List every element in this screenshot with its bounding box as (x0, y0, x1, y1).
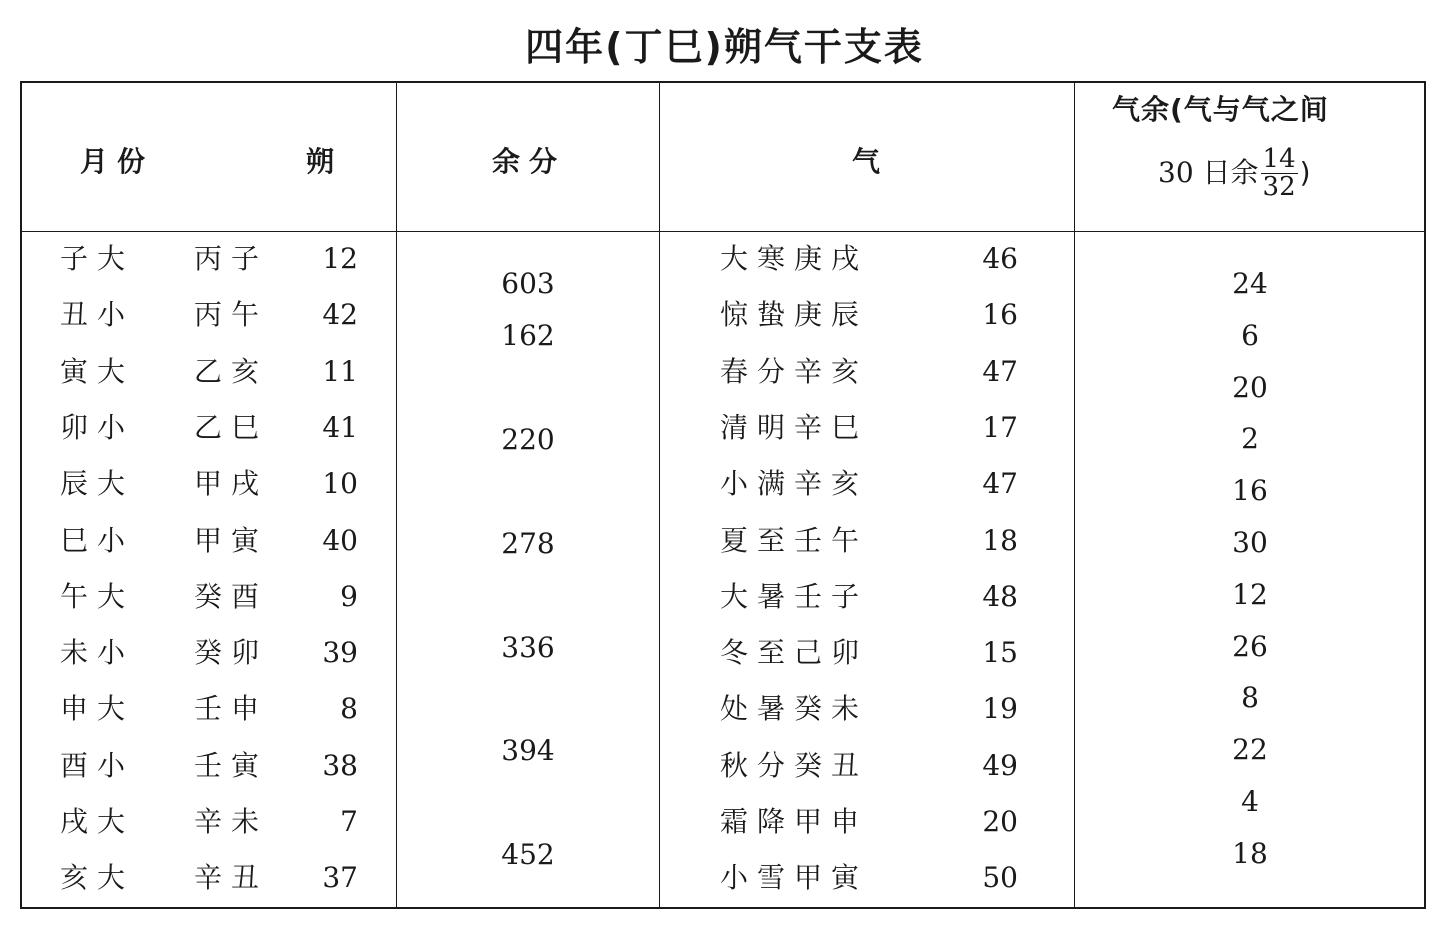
shuo-number-cell: 41 (322, 411, 358, 444)
yufen-cell: 394 (501, 734, 555, 767)
shuo-ganzhi-cell: 甲寅 (194, 524, 269, 557)
qi-ganzhi-cell: 霜降甲申 (720, 805, 869, 838)
month-cell: 戌大 (60, 805, 135, 838)
month-cell: 辰大 (60, 467, 135, 500)
qi-number-cell: 18 (982, 524, 1018, 557)
header-qiyu-line2 (1158, 146, 1311, 202)
header-month: 月份 (80, 145, 155, 178)
qi-number-cell: 46 (982, 242, 1018, 275)
shuo-ganzhi-cell: 辛未 (194, 805, 269, 838)
qi-number-cell: 50 (982, 861, 1018, 894)
shuo-number-cell: 39 (322, 636, 358, 669)
month-cell: 酉小 (60, 749, 135, 782)
header-qiyu-line1: 气余(气与气之间 (1112, 93, 1329, 126)
fraction-denominator: 32 (1262, 172, 1296, 203)
header-qiyu-suffix: ) (1299, 155, 1311, 189)
header-qiyu-fraction (1261, 146, 1298, 202)
qiyu-cell: 16 (1232, 474, 1268, 507)
shuo-number-cell: 42 (322, 298, 358, 331)
yufen-cell: 603 (501, 267, 555, 300)
header-shuo: 朔 (306, 145, 335, 178)
month-cell: 亥大 (60, 861, 135, 894)
shuo-ganzhi-cell: 壬申 (194, 692, 269, 725)
qi-number-cell: 47 (982, 355, 1018, 388)
qiyu-cell: 4 (1241, 785, 1259, 818)
month-cell: 未小 (60, 636, 135, 669)
yufen-cell: 220 (501, 423, 555, 456)
yufen-cell: 162 (501, 319, 555, 352)
qi-ganzhi-cell: 小雪甲寅 (720, 861, 869, 894)
qi-ganzhi-cell: 小满辛亥 (720, 467, 869, 500)
month-cell: 寅大 (60, 355, 135, 388)
month-cell: 卯小 (60, 411, 135, 444)
month-cell: 巳小 (60, 524, 135, 557)
qiyu-cell: 18 (1232, 837, 1268, 870)
shuo-ganzhi-cell: 乙亥 (194, 355, 269, 388)
column-divider-1 (396, 81, 397, 909)
qi-ganzhi-cell: 惊蛰庚辰 (720, 298, 869, 331)
shuo-number-cell: 8 (340, 692, 358, 725)
shuo-ganzhi-cell: 丙午 (194, 298, 269, 331)
qi-number-cell: 49 (982, 749, 1018, 782)
qiyu-cell: 30 (1232, 526, 1268, 559)
shuo-number-cell: 37 (322, 861, 358, 894)
column-divider-3 (1074, 81, 1075, 909)
qi-ganzhi-cell: 清明辛巳 (720, 411, 869, 444)
shuo-ganzhi-cell: 丙子 (194, 242, 269, 275)
qiyu-cell: 26 (1232, 630, 1268, 663)
qiyu-cell: 2 (1241, 422, 1259, 455)
month-cell: 子大 (60, 242, 135, 275)
shuo-ganzhi-cell: 乙巳 (194, 411, 269, 444)
shuo-number-cell: 11 (322, 355, 358, 388)
qi-ganzhi-cell: 冬至己卯 (720, 636, 869, 669)
header-divider (20, 231, 1426, 232)
shuo-number-cell: 10 (322, 467, 358, 500)
month-cell: 午大 (60, 580, 135, 613)
qi-ganzhi-cell: 大暑壬子 (720, 580, 869, 613)
shuo-number-cell: 40 (322, 524, 358, 557)
yufen-cell: 278 (501, 527, 555, 560)
qiyu-cell: 8 (1241, 681, 1259, 714)
month-cell: 申大 (60, 692, 135, 725)
qi-number-cell: 48 (982, 580, 1018, 613)
qi-ganzhi-cell: 春分辛亥 (720, 355, 869, 388)
qiyu-cell: 12 (1232, 578, 1268, 611)
shuo-ganzhi-cell: 癸酉 (194, 580, 269, 613)
qi-number-cell: 47 (982, 467, 1018, 500)
qi-ganzhi-cell: 大寒庚戌 (720, 242, 869, 275)
qi-number-cell: 17 (982, 411, 1018, 444)
fraction-numerator: 14 (1262, 144, 1296, 174)
qiyu-cell: 6 (1241, 319, 1259, 352)
qiyu-cell: 20 (1232, 371, 1268, 404)
month-cell: 丑小 (60, 298, 135, 331)
qi-ganzhi-cell: 秋分癸丑 (720, 749, 869, 782)
shuo-ganzhi-cell: 甲戌 (194, 467, 269, 500)
shuo-ganzhi-cell: 癸卯 (194, 636, 269, 669)
header-yufen: 余分 (492, 145, 567, 178)
qi-number-cell: 20 (982, 805, 1018, 838)
column-divider-2 (659, 81, 660, 909)
qi-number-cell: 19 (982, 692, 1018, 725)
shuo-number-cell: 9 (340, 580, 358, 613)
qi-number-cell: 15 (982, 636, 1018, 669)
qi-number-cell: 16 (982, 298, 1018, 331)
qiyu-cell: 24 (1232, 267, 1268, 300)
shuo-ganzhi-cell: 辛丑 (194, 861, 269, 894)
yufen-cell: 336 (501, 631, 555, 664)
shuo-ganzhi-cell: 壬寅 (194, 749, 269, 782)
qi-ganzhi-cell: 夏至壬午 (720, 524, 869, 557)
shuo-number-cell: 7 (340, 805, 358, 838)
header-qi: 气 (852, 145, 881, 178)
qiyu-cell: 22 (1232, 733, 1268, 766)
yufen-cell: 452 (501, 838, 555, 871)
table-title: 四年(丁巳)朔气干支表 (525, 25, 924, 69)
header-qiyu-prefix: 30 日余 (1158, 155, 1259, 189)
qi-ganzhi-cell: 处暑癸未 (720, 692, 869, 725)
shuo-number-cell: 38 (322, 749, 358, 782)
shuo-number-cell: 12 (322, 242, 358, 275)
